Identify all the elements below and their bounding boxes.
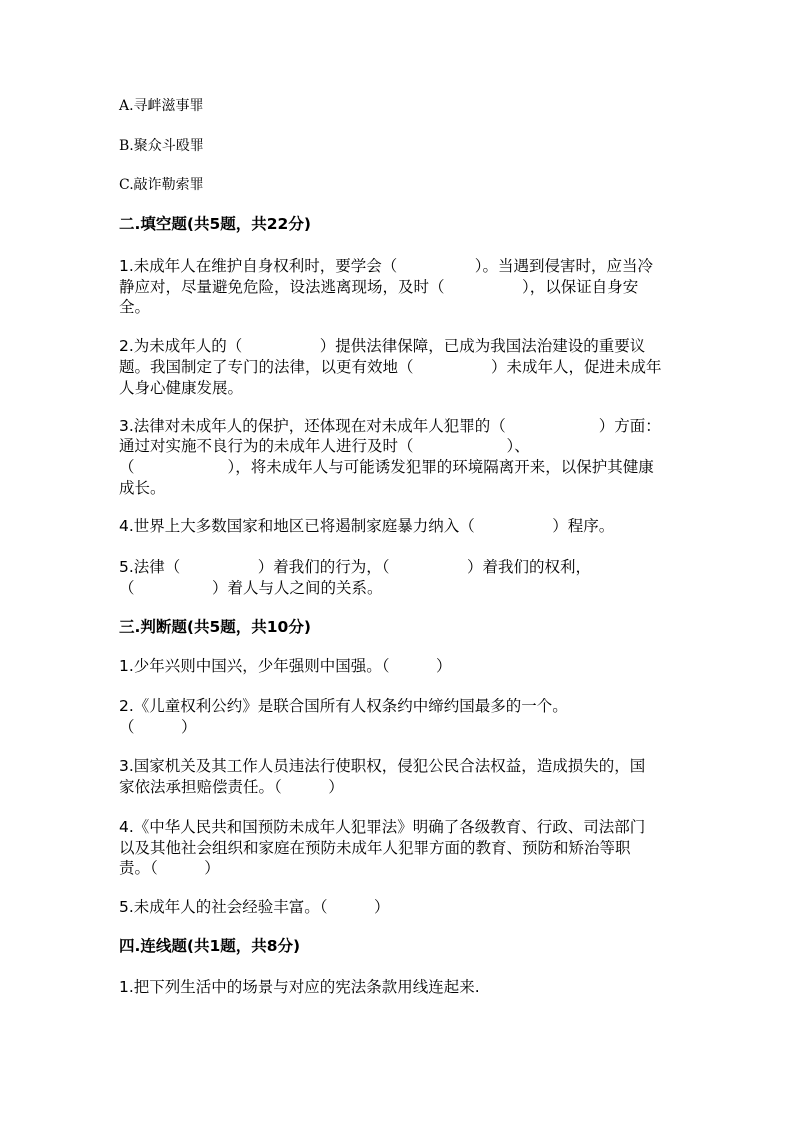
judge-q3-line2: 家依法承担赔偿责任。（ ） <box>119 778 344 796</box>
fill-q1-line3: 全。 <box>119 298 151 316</box>
judge-q4-line3: 责。（ ） <box>119 859 220 877</box>
judge-q4-line1: 4.《中华人民共和国预防未成年人犯罪法》明确了各级教育、行政、司法部门 <box>119 818 646 836</box>
judge-q2-line1: 2.《儿童权利公约》是联合国所有人权条约中缔约国最多的一个。 <box>119 697 568 715</box>
judge-q2-line2: （ ） <box>119 718 197 736</box>
section-heading-judgment: 三.判断题(共5题，共10分) <box>119 618 311 636</box>
section-heading-matching: 四.连线题(共1题，共8分) <box>119 937 301 955</box>
fill-q2-line2: 题。我国制定了专门的法律，以更有效地（ ）未成年人，促进未成年 <box>119 358 662 376</box>
fill-q2-line3: 人身心健康发展。 <box>119 379 244 397</box>
choice-c: C.敲诈勒索罪 <box>119 177 204 193</box>
fill-q5-line1: 5.法律（ ）着我们的行为，（ ）着我们的权利， <box>119 558 592 576</box>
fill-q1-line1: 1.未成年人在维护自身权利时，要学会（ ）。当遇到侵害时，应当冷 <box>119 257 654 275</box>
judge-q5-line1: 5.未成年人的社会经验丰富。（ ） <box>119 898 390 916</box>
fill-q3-line2: 通过对实施不良行为的未成年人进行及时（ ）、 <box>119 437 530 455</box>
choice-a: A.寻衅滋事罪 <box>119 98 204 114</box>
match-q1-line1: 1.把下列生活中的场景与对应的宪法条款用线连起来. <box>119 978 480 996</box>
fill-q3-line1: 3.法律对未成年人的保护，还体现在对未成年人犯罪的（ ）方面： <box>119 417 661 435</box>
fill-q3-line3: （ ），将未成年人与可能诱发犯罪的环境隔离开来，以保护其健康 <box>119 458 654 476</box>
judge-q1-line1: 1.少年兴则中国兴，少年强则中国强。（ ） <box>119 657 452 675</box>
choice-b: B.聚众斗殴罪 <box>119 138 204 154</box>
judge-q4-line2: 以及其他社会组织和家庭在预防未成年人犯罪方面的教育、预防和矫治等职 <box>119 839 631 857</box>
section-heading-fill-in: 二.填空题(共5题，共22分) <box>119 215 311 233</box>
fill-q3-line4: 成长。 <box>119 479 166 497</box>
fill-q1-line2: 静应对，尽量避免危险，设法逃离现场，及时（ ），以保证自身安 <box>119 278 639 296</box>
fill-q4-line1: 4.世界上大多数国家和地区已将遏制家庭暴力纳入（ ）程序。 <box>119 517 615 535</box>
fill-q2-line1: 2.为未成年人的（ ）提供法律保障，已成为我国法治建设的重要议 <box>119 337 646 355</box>
fill-q5-line2: （ ）着人与人之间的关系。 <box>119 579 383 597</box>
judge-q3-line1: 3.国家机关及其工作人员违法行使职权，侵犯公民合法权益，造成损失的，国 <box>119 757 646 775</box>
